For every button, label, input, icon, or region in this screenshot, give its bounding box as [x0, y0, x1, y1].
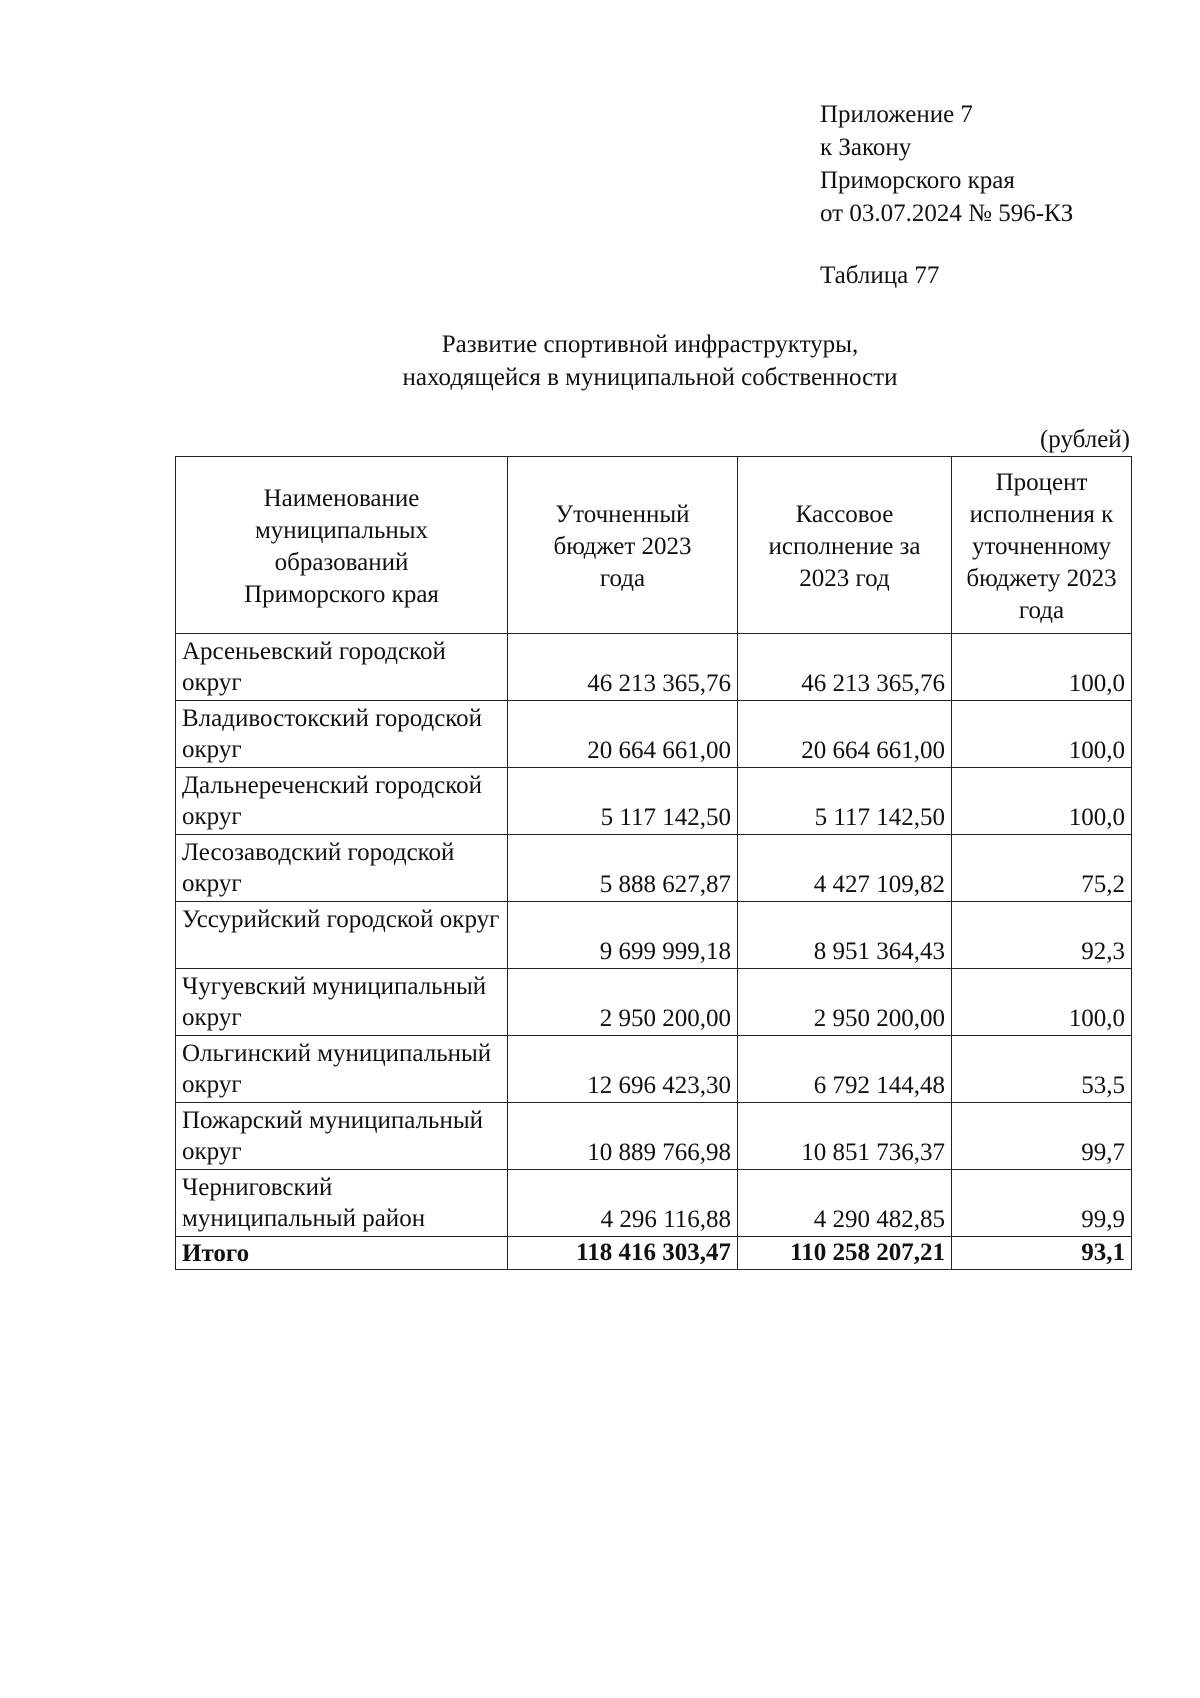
percent-value: 100,0: [952, 634, 1132, 701]
table-row: [176, 768, 1132, 835]
execution-value: 8 951 364,43: [738, 902, 952, 969]
total-percent: 93,1: [952, 1237, 1132, 1270]
percent-value: 92,3: [952, 902, 1132, 969]
title-line: Развитие спортивной инфраструктуры,: [441, 331, 859, 358]
budget-value: 9 699 999,18: [508, 902, 738, 969]
table-row: [176, 1170, 1132, 1237]
percent-value: 99,7: [952, 1103, 1132, 1170]
appendix-line: от 03.07.2024 № 596-КЗ: [820, 200, 1074, 227]
total-row: [176, 1237, 1132, 1270]
budget-table: [175, 456, 1132, 1270]
units-label: (рублей): [1039, 426, 1130, 453]
execution-value: 5 117 142,50: [738, 768, 952, 835]
table-row: [176, 835, 1132, 902]
municipality-name: Дальнереченский городской округ: [176, 768, 508, 835]
table-row: [176, 701, 1132, 768]
table-row: [176, 1103, 1132, 1170]
execution-value: 10 851 736,37: [738, 1103, 952, 1170]
budget-value: 5 888 627,87: [508, 835, 738, 902]
budget-value: 12 696 423,30: [508, 1036, 738, 1103]
document-title: [0, 328, 1200, 394]
percent-value: 53,5: [952, 1036, 1132, 1103]
table-row: [176, 902, 1132, 969]
municipality-name: Пожарский муниципальный округ: [176, 1103, 508, 1170]
header-municipality: Наименование муниципальных образований Приморского края: [176, 457, 508, 634]
execution-value: 2 950 200,00: [738, 969, 952, 1036]
table-row: [176, 1036, 1132, 1103]
municipality-name: Уссурийский городской округ: [176, 902, 508, 969]
table-row: [176, 634, 1132, 701]
total-execution: 110 258 207,21: [738, 1237, 952, 1270]
table-number: Таблица 77: [820, 262, 940, 289]
budget-value: 20 664 661,00: [508, 701, 738, 768]
municipality-name: Чугуевский муниципальный округ: [176, 969, 508, 1036]
execution-value: 4 290 482,85: [738, 1170, 952, 1237]
budget-value: 10 889 766,98: [508, 1103, 738, 1170]
header-budget: Уточненный бюджет 2023 года: [508, 457, 738, 634]
percent-value: 100,0: [952, 701, 1132, 768]
table-header-row: [176, 457, 1132, 634]
appendix-block: [820, 98, 1073, 230]
municipality-name: Арсеньевский городской округ: [176, 634, 508, 701]
total-label: Итого: [176, 1237, 508, 1270]
table-row: [176, 969, 1132, 1036]
budget-value: 46 213 365,76: [508, 634, 738, 701]
execution-value: 6 792 144,48: [738, 1036, 952, 1103]
execution-value: 46 213 365,76: [738, 634, 952, 701]
municipality-name: Владивостокский городской округ: [176, 701, 508, 768]
appendix-line: к Закону: [820, 134, 912, 161]
percent-value: 100,0: [952, 768, 1132, 835]
execution-value: 20 664 661,00: [738, 701, 952, 768]
municipality-name: Ольгинский муниципальный округ: [176, 1036, 508, 1103]
budget-value: 2 950 200,00: [508, 969, 738, 1036]
percent-value: 99,9: [952, 1170, 1132, 1237]
total-budget: 118 416 303,47: [508, 1237, 738, 1270]
appendix-line: Приложение 7: [820, 101, 973, 128]
header-percent: Процент исполнения к уточненному бюджету 2023 года: [952, 457, 1132, 634]
title-line: находящейся в муниципальной собственности: [402, 364, 898, 391]
municipality-name: Черниговский муниципальный район: [176, 1170, 508, 1237]
percent-value: 100,0: [952, 969, 1132, 1036]
municipality-name: Лесозаводский городской округ: [176, 835, 508, 902]
budget-value: 4 296 116,88: [508, 1170, 738, 1237]
header-execution: Кассовое исполнение за 2023 год: [738, 457, 952, 634]
budget-value: 5 117 142,50: [508, 768, 738, 835]
execution-value: 4 427 109,82: [738, 835, 952, 902]
appendix-line: Приморского края: [820, 167, 1015, 194]
percent-value: 75,2: [952, 835, 1132, 902]
